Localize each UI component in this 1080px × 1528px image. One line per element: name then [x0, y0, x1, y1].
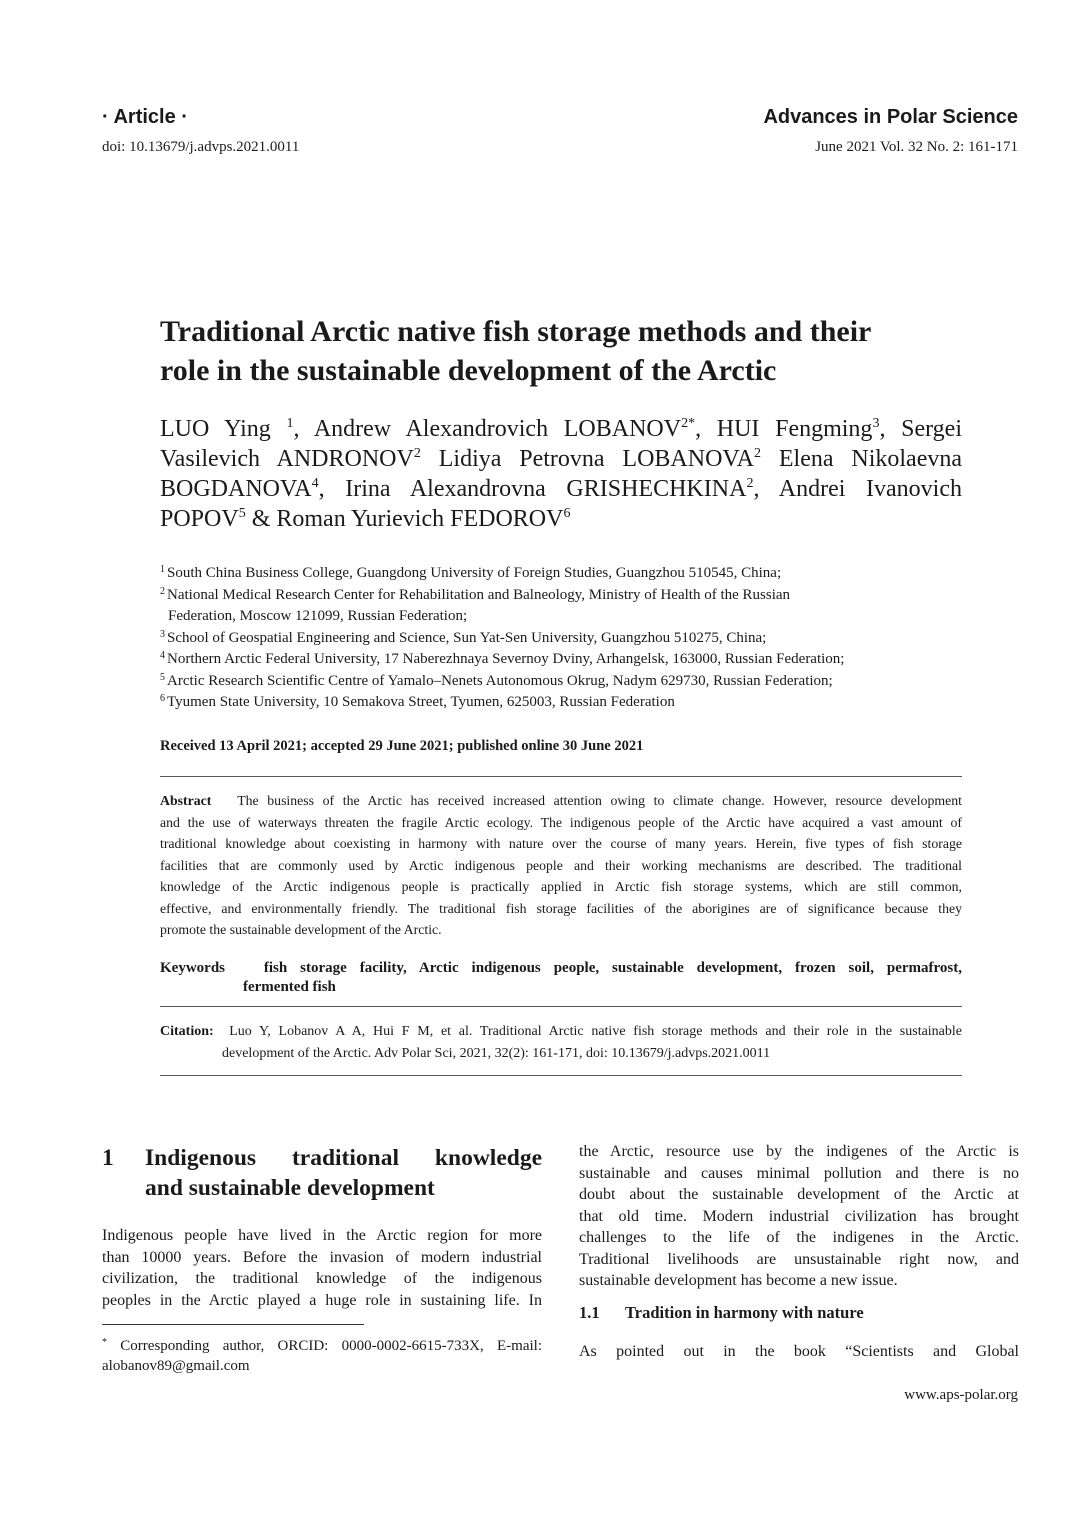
affiliation-number: 6 — [160, 693, 165, 704]
affiliation-number: 2 — [160, 585, 165, 597]
abstract-text: The business of the Arctic has received increased attention owing to climate change. However, resource development — [237, 793, 962, 808]
affiliation-item — [160, 671, 962, 693]
received-dates: Received 13 April 2021; accepted 29 June 2021; published online 30 June 2021 — [160, 738, 644, 754]
body-line: doubt about the sustainable development of the Arctic at — [579, 1186, 1019, 1203]
divider — [160, 1006, 962, 1007]
citation-line — [160, 1021, 962, 1043]
affiliation-text: South China Business College, Guangdong University of Foreign Studies, Guangzhou 510545, China; — [167, 565, 782, 581]
affiliation-item — [160, 585, 962, 607]
keywords-label: Keywords — [160, 960, 225, 976]
author-line: POPOV$^5$ & Roman Yurievich FEDOROV$^6$ — [160, 506, 571, 532]
citation — [160, 1021, 962, 1065]
footnote-rule — [102, 1324, 364, 1325]
author-affil-mark: 5 — [238, 506, 246, 521]
author-list — [160, 414, 962, 534]
body-line: the Arctic, resource use by the indigenes of the Arctic is — [579, 1143, 1019, 1160]
body-line: Indigenous people have lived in the Arctic region for more — [102, 1227, 542, 1244]
footnote-email[interactable]: alobanov89@gmail.com — [102, 1358, 250, 1374]
affiliation-number: 3 — [160, 628, 165, 640]
citation-label: Citation: — [160, 1024, 214, 1039]
left-column-text — [102, 1225, 542, 1311]
body-line: than 10000 years. Before the invasion of modern industrial — [102, 1248, 542, 1266]
author-line: Vasilevich ANDRONOV$^2$ Lidiya Petrovna LOBANOVA$^2$ Elena Nikolaevna — [160, 446, 963, 472]
author-affil-mark: 3 — [872, 416, 880, 431]
affiliation-continuation: Federation, Moscow 121099, Russian Federation; — [168, 608, 468, 624]
affiliation-text: Arctic Research Scientific Centre of Yamalo–Nenets Autonomous Okrug, Nadym 629730, Russian Federation; — [167, 672, 833, 689]
author-affil-mark: 2* — [681, 416, 696, 431]
title-line: role in the sustainable development of the Arctic — [160, 354, 777, 387]
author-name: Roman Yurievich FEDOROV — [276, 506, 564, 532]
section-title-line: Indigenous traditional knowledge — [145, 1145, 542, 1171]
author-affil-mark: 6 — [563, 506, 571, 521]
footnote — [102, 1336, 542, 1376]
body-line: As pointed out in the book “Scientists and Global — [579, 1343, 1019, 1360]
body-line: peoples in the Arctic played a huge role in sustaining life. In — [102, 1291, 542, 1309]
keywords — [160, 959, 962, 997]
affiliation-item — [160, 563, 962, 585]
right-column-text — [579, 1141, 1019, 1292]
abstract-line: traditional knowledge about coexisting in harmony with nature over the course of many years. Herein, five types of fish storage — [160, 836, 962, 851]
author-affil-mark: 2 — [746, 476, 754, 491]
body-line: sustainable development has become a new issue. — [579, 1272, 898, 1289]
affiliation-item — [160, 628, 962, 650]
affiliation-item — [160, 692, 962, 714]
journal-website[interactable]: www.aps-polar.org — [904, 1387, 1018, 1403]
subsection-title: Tradition in harmony with nature — [625, 1303, 864, 1322]
abstract-line: facilities that are commonly used by Arctic indigenous people and their working mechanisms are described. The traditional — [160, 857, 962, 873]
divider — [160, 1075, 962, 1076]
section-heading — [102, 1143, 542, 1203]
author-name: HUI Fengming — [716, 416, 873, 442]
affiliations — [160, 563, 962, 714]
author-name: Lidiya Petrovna LOBANOVA — [438, 446, 755, 472]
subsection-number: 1.1 — [579, 1303, 600, 1322]
author-affil-mark: 4 — [311, 476, 319, 491]
abstract-line: promote the sustainable development of the Arctic. — [160, 922, 442, 937]
affiliation-text: National Medical Research Center for Rehabilitation and Balneology, Ministry of Health of the Russian — [167, 586, 791, 603]
section-title-line: and sustainable development — [145, 1175, 435, 1201]
citation-line: development of the Arctic. Adv Polar Sci, 2021, 32(2): 161-171, doi: 10.13679/j.advps.2021.0011 — [222, 1046, 771, 1061]
author-name: Irina Alexandrovna GRISHECHKINA — [345, 476, 747, 502]
affiliation-text: Northern Arctic Federal University, 17 Naberezhnaya Severnoy Dviny, Arhangelsk, 163000, Russian Federation; — [167, 651, 845, 667]
issue-info: June 2021 Vol. 32 No. 2: 161-171 — [815, 139, 1018, 155]
abstract-line: effective, and environmentally friendly. The traditional fish storage facilities of the aborigines are of significance because they — [160, 900, 962, 916]
affiliation-item — [160, 649, 962, 671]
article-type-label: · Article · — [102, 106, 188, 128]
keywords-line — [160, 959, 962, 978]
author-affil-mark: 1 — [286, 416, 294, 431]
author-line: BOGDANOVA$^4$, Irina Alexandrovna GRISHECHKINA$^2$, Andrei Ivanovich — [160, 476, 962, 502]
doi-text[interactable]: doi: 10.13679/j.advps.2021.0011 — [102, 139, 300, 155]
citation-text: Luo Y, Lobanov A A, Hui F M, et al. Traditional Arctic native fish storage methods and their role in the sustainable — [229, 1024, 963, 1039]
affiliation-number: 4 — [160, 650, 165, 661]
author-line: LUO Ying $^1$, Andrew Alexandrovich $LOBANOV^{2*}$, HUI Fengming$^3$, Sergei — [160, 416, 962, 442]
author-name: LUO Ying — [160, 416, 271, 442]
affiliation-number: 5 — [160, 671, 165, 683]
abstract-label: Abstract — [160, 793, 212, 808]
affiliation-text: School of Geospatial Engineering and Science, Sun Yat-Sen University, Guangzhou 510275, China; — [167, 629, 767, 646]
abstract-line: knowledge of the Arctic indigenous people is practically applied in Arctic fish storage systems, which are still common, — [160, 879, 962, 894]
subsection-heading — [579, 1303, 864, 1323]
right-column-text — [579, 1341, 1019, 1363]
author-name: Andrew Alexandrovich LOBANOV — [313, 416, 682, 442]
abstract-line — [160, 790, 962, 812]
body-line: challenges to the life of the indigenes in the Arctic. — [579, 1229, 1019, 1246]
keywords-line: fermented fish — [243, 979, 336, 995]
affiliation-number: 1 — [160, 564, 165, 575]
author-affil-mark: 2 — [413, 446, 421, 461]
keywords-text: fish storage facility, Arctic indigenous people, sustainable development, frozen soil, permafrost, — [263, 960, 963, 976]
body-line: Traditional livelihoods are unsustainable right now, and — [579, 1250, 1019, 1268]
section-number: 1 — [102, 1145, 114, 1171]
body-line: civilization, the traditional knowledge of the indigenous — [102, 1270, 542, 1287]
body-line: sustainable and causes minimal pollution and there is no — [579, 1164, 1019, 1182]
journal-name: Advances in Polar Science — [763, 106, 1018, 128]
footnote-mark: * — [102, 1337, 107, 1348]
abstract-line: and the use of waterways threaten the fragile Arctic ecology. The indigenous people of the Arctic have acquired a vast amount of — [160, 814, 962, 830]
affiliation-text: Tyumen State University, 10 Semakova Street, Tyumen, 625003, Russian Federation — [167, 694, 675, 710]
body-line: that old time. Modern industrial civilization has brought — [579, 1207, 1019, 1225]
divider — [160, 776, 962, 777]
author-affil-mark: 2 — [754, 446, 762, 461]
abstract — [160, 790, 962, 941]
footnote-text: Corresponding author, ORCID: 0000-0002-6615-733X, E-mail: — [120, 1338, 542, 1354]
title-line: Traditional Arctic native fish storage methods and their — [160, 315, 872, 348]
footnote-line — [102, 1336, 542, 1356]
paper-title — [160, 312, 962, 390]
